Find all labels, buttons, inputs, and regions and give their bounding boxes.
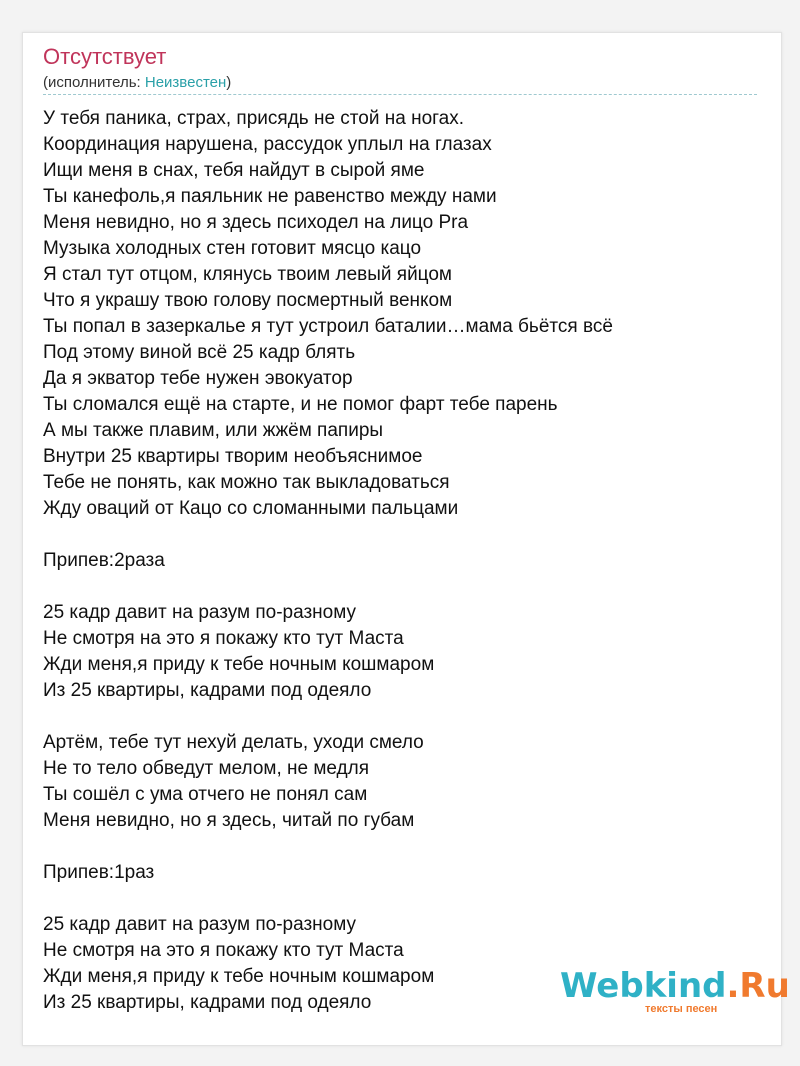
lyric-line: Из 25 квартиры, кадрами под одеяло <box>43 680 372 701</box>
lyric-line: Внутри 25 квартиры творим необъяснимое <box>43 446 423 467</box>
logo-name: Webkind <box>560 966 727 1006</box>
lyric-line: Жди меня,я приду к тебе ночным кошмаром <box>43 966 435 987</box>
lyric-line: 25 кадр давит на разум по-разному <box>43 602 357 623</box>
lyric-line: Жду оваций от Кацо со сломанными пальцами <box>43 498 459 519</box>
lyrics-text <box>43 106 763 1016</box>
webkind-logo[interactable] <box>560 966 790 1016</box>
lyric-blank-line <box>43 704 763 730</box>
lyric-line: Ищи меня в снах, тебя найдут в сырой яме <box>43 160 425 181</box>
artist-prefix: (исполнитель: <box>43 74 145 91</box>
lyric-line: Я стал тут отцом, клянусь твоим левый яйцом <box>43 264 452 285</box>
logo-tagline: тексты песен <box>645 1003 718 1015</box>
lyric-line: Ты попал в зазеркалье я тут устроил баталии…мама бьётся всё <box>43 316 613 337</box>
lyric-line: Ты сломался ещё на старте, и не помог фарт тебе парень <box>43 394 558 415</box>
logo-wordmark <box>560 966 790 1006</box>
artist-line <box>43 73 231 93</box>
lyric-blank-line <box>43 522 763 548</box>
lyric-line: Тебе не понять, как можно так выкладоваться <box>43 472 450 493</box>
lyric-line: Жди меня,я приду к тебе ночным кошмаром <box>43 654 435 675</box>
song-title: Отсутствует <box>43 44 167 69</box>
lyric-line: А мы также плавим, или жжём папиры <box>43 420 384 441</box>
lyric-line: Под этому виной всё 25 кадр блять <box>43 342 356 363</box>
lyric-line: Не смотря на это я покажу кто тут Маста <box>43 940 404 961</box>
lyric-line: Да я экватор тебе нужен эвокуатор <box>43 368 353 389</box>
lyric-line: Не то тело обведут мелом, не медля <box>43 758 370 779</box>
lyric-blank-line <box>43 886 763 912</box>
lyric-line: Из 25 квартиры, кадрами под одеяло <box>43 992 372 1013</box>
lyric-line: Музыка холодных стен готовит мясцо кацо <box>43 238 422 259</box>
lyric-line: Припев:2раза <box>43 550 165 571</box>
artist-link[interactable]: Неизвестен <box>144 74 227 91</box>
lyric-line: Координация нарушена, рассудок уплыл на глазах <box>43 134 492 155</box>
lyric-line: Ты сошёл с ума отчего не понял сам <box>43 784 368 805</box>
lyric-blank-line <box>43 834 763 860</box>
lyric-line: Не смотря на это я покажу кто тут Маста <box>43 628 404 649</box>
lyrics-card <box>22 32 782 1046</box>
artist-suffix: ) <box>226 74 232 91</box>
lyric-blank-line <box>43 574 763 600</box>
lyric-line: Что я украшу твою голову посмертный венком <box>43 290 453 311</box>
lyric-line: 25 кадр давит на разум по-разному <box>43 914 357 935</box>
lyric-line: Ты канефоль,я паяльник не равенство между нами <box>43 186 497 207</box>
header-divider <box>43 94 757 95</box>
lyric-line: Артём, тебе тут нехуй делать, уходи смело <box>43 732 424 753</box>
lyric-line: Припев:1раз <box>43 862 155 883</box>
lyric-line: Меня невидно, но я здесь психодел на лицо Pra <box>43 212 469 233</box>
logo-domain: .Ru <box>726 966 790 1006</box>
lyric-line: Меня невидно, но я здесь, читай по губам <box>43 810 415 831</box>
lyric-line: У тебя паника, страх, присядь не стой на ногах. <box>43 108 464 129</box>
